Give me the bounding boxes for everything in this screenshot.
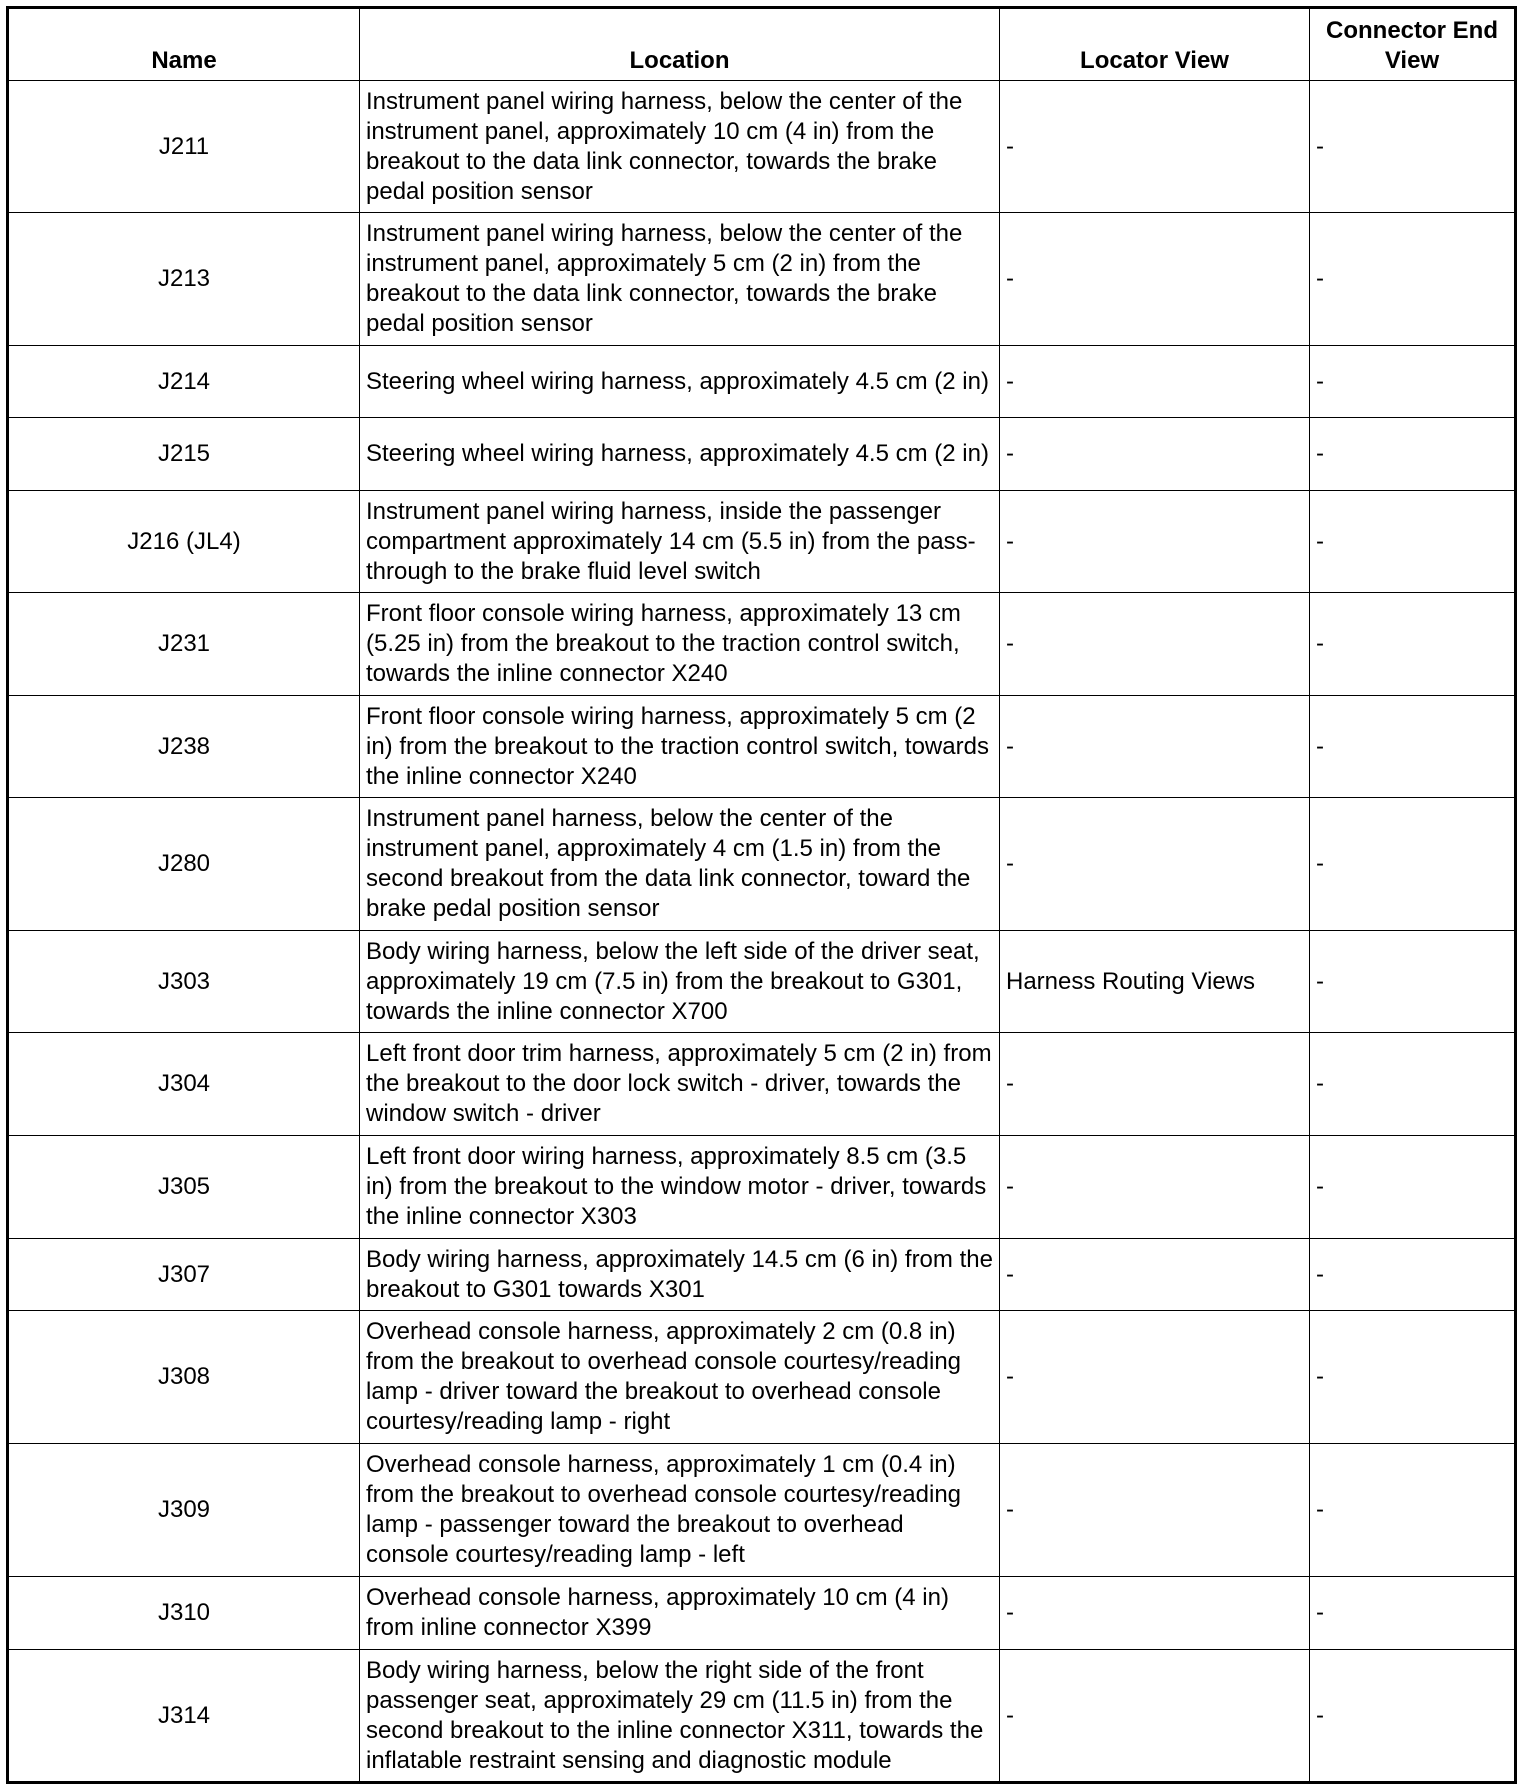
table-row: [8, 696, 1516, 798]
cell-connector-end-view: -: [1310, 1311, 1516, 1444]
cell-name: J213: [8, 213, 360, 346]
cell-connector-end-view: -: [1310, 798, 1516, 931]
cell-connector-end-view: -: [1310, 593, 1516, 696]
cell-name: J211: [8, 81, 360, 213]
cell-connector-end-view: -: [1310, 1239, 1516, 1311]
cell-locator-view: -: [1000, 1650, 1310, 1783]
cell-name: J231: [8, 593, 360, 696]
cell-location: Left front door trim harness, approximately 5 cm (2 in) from the breakout to the door lock switch - driver, towards the window switch - driver: [360, 1033, 1000, 1136]
cell-location: Front floor console wiring harness, approximately 5 cm (2 in) from the breakout to the traction control switch, towards the inline connector X240: [360, 696, 1000, 798]
cell-locator-view: -: [1000, 1577, 1310, 1650]
table-row: [8, 798, 1516, 931]
cell-name: J280: [8, 798, 360, 931]
table-row: [8, 1033, 1516, 1136]
table-row: [8, 593, 1516, 696]
cell-locator-view: -: [1000, 346, 1310, 418]
cell-location: Overhead console harness, approximately 10 cm (4 in) from inline connector X399: [360, 1577, 1000, 1650]
cell-connector-end-view: -: [1310, 1577, 1516, 1650]
cell-connector-end-view: -: [1310, 418, 1516, 491]
cell-name: J308: [8, 1311, 360, 1444]
cell-connector-end-view: -: [1310, 213, 1516, 346]
cell-name: J309: [8, 1444, 360, 1577]
cell-location: Steering wheel wiring harness, approximately 4.5 cm (2 in): [360, 346, 1000, 418]
table-row: [8, 491, 1516, 593]
table-header-row: [8, 8, 1516, 81]
cell-location: Instrument panel wiring harness, below the center of the instrument panel, approximately 5 cm (2 in) from the breakout to the data link connector, towards the brake pedal position sensor: [360, 213, 1000, 346]
cell-locator-view: -: [1000, 491, 1310, 593]
cell-location: Left front door wiring harness, approximately 8.5 cm (3.5 in) from the breakout to the window motor - driver, towards the inline connector X303: [360, 1136, 1000, 1239]
cell-connector-end-view: -: [1310, 931, 1516, 1033]
table-row: [8, 1311, 1516, 1444]
table-row: [8, 1577, 1516, 1650]
header-location: Location: [360, 8, 1000, 81]
cell-location: Steering wheel wiring harness, approximately 4.5 cm (2 in): [360, 418, 1000, 491]
table-body: [8, 81, 1516, 1783]
cell-location: Instrument panel wiring harness, inside the passenger compartment approximately 14 cm (5.5 in) from the pass-through to the brake fluid level switch: [360, 491, 1000, 593]
cell-name: J310: [8, 1577, 360, 1650]
table-row: [8, 418, 1516, 491]
cell-location: Overhead console harness, approximately 1 cm (0.4 in) from the breakout to overhead console courtesy/reading lamp - passenger toward the breakout to overhead console courtesy/reading lamp - left: [360, 1444, 1000, 1577]
cell-location: Overhead console harness, approximately 2 cm (0.8 in) from the breakout to overhead console courtesy/reading lamp - driver toward the breakout to overhead console courtesy/reading lamp - right: [360, 1311, 1000, 1444]
cell-locator-view: -: [1000, 1239, 1310, 1311]
header-name: Name: [8, 8, 360, 81]
cell-name: J303: [8, 931, 360, 1033]
table-row: [8, 1239, 1516, 1311]
header-locator-view: Locator View: [1000, 8, 1310, 81]
cell-location: Front floor console wiring harness, approximately 13 cm (5.25 in) from the breakout to the traction control switch, towards the inline connector X240: [360, 593, 1000, 696]
cell-name: J216 (JL4): [8, 491, 360, 593]
cell-locator-view: -: [1000, 593, 1310, 696]
table-row: [8, 81, 1516, 213]
cell-name: J307: [8, 1239, 360, 1311]
cell-locator-view: -: [1000, 1136, 1310, 1239]
cell-connector-end-view: -: [1310, 1650, 1516, 1783]
cell-locator-view: -: [1000, 81, 1310, 213]
cell-locator-view: -: [1000, 1444, 1310, 1577]
table-row: [8, 346, 1516, 418]
cell-connector-end-view: -: [1310, 696, 1516, 798]
table-row: [8, 1136, 1516, 1239]
cell-location: Body wiring harness, below the left side of the driver seat, approximately 19 cm (7.5 in) from the breakout to G301, towards the inline connector X700: [360, 931, 1000, 1033]
cell-name: J305: [8, 1136, 360, 1239]
cell-connector-end-view: -: [1310, 81, 1516, 213]
cell-connector-end-view: -: [1310, 346, 1516, 418]
header-connector-end-view: Connector End View: [1310, 8, 1516, 81]
cell-name: J304: [8, 1033, 360, 1136]
cell-connector-end-view: -: [1310, 491, 1516, 593]
table-row: [8, 931, 1516, 1033]
cell-locator-view: -: [1000, 213, 1310, 346]
cell-connector-end-view: -: [1310, 1444, 1516, 1577]
cell-location: Body wiring harness, approximately 14.5 cm (6 in) from the breakout to G301 towards X301: [360, 1239, 1000, 1311]
cell-location: Instrument panel wiring harness, below the center of the instrument panel, approximately 10 cm (4 in) from the breakout to the data link connector, towards the brake pedal position sensor: [360, 81, 1000, 213]
connector-location-table: [6, 6, 1517, 1784]
cell-locator-view: -: [1000, 1033, 1310, 1136]
cell-name: J215: [8, 418, 360, 491]
table-row: [8, 213, 1516, 346]
cell-locator-view: -: [1000, 798, 1310, 931]
cell-locator-view: -: [1000, 1311, 1310, 1444]
table-row: [8, 1650, 1516, 1783]
cell-locator-view: -: [1000, 418, 1310, 491]
cell-name: J314: [8, 1650, 360, 1783]
cell-location: Instrument panel harness, below the center of the instrument panel, approximately 4 cm (1.5 in) from the second breakout from the data link connector, toward the brake pedal position sensor: [360, 798, 1000, 931]
cell-connector-end-view: -: [1310, 1136, 1516, 1239]
cell-name: J238: [8, 696, 360, 798]
cell-locator-view: -: [1000, 696, 1310, 798]
cell-locator-view: Harness Routing Views: [1000, 931, 1310, 1033]
table-row: [8, 1444, 1516, 1577]
cell-location: Body wiring harness, below the right side of the front passenger seat, approximately 29 cm (11.5 in) from the second breakout to the inline connector X311, towards the inflatable restraint sensing and diagnostic module: [360, 1650, 1000, 1783]
cell-name: J214: [8, 346, 360, 418]
cell-connector-end-view: -: [1310, 1033, 1516, 1136]
